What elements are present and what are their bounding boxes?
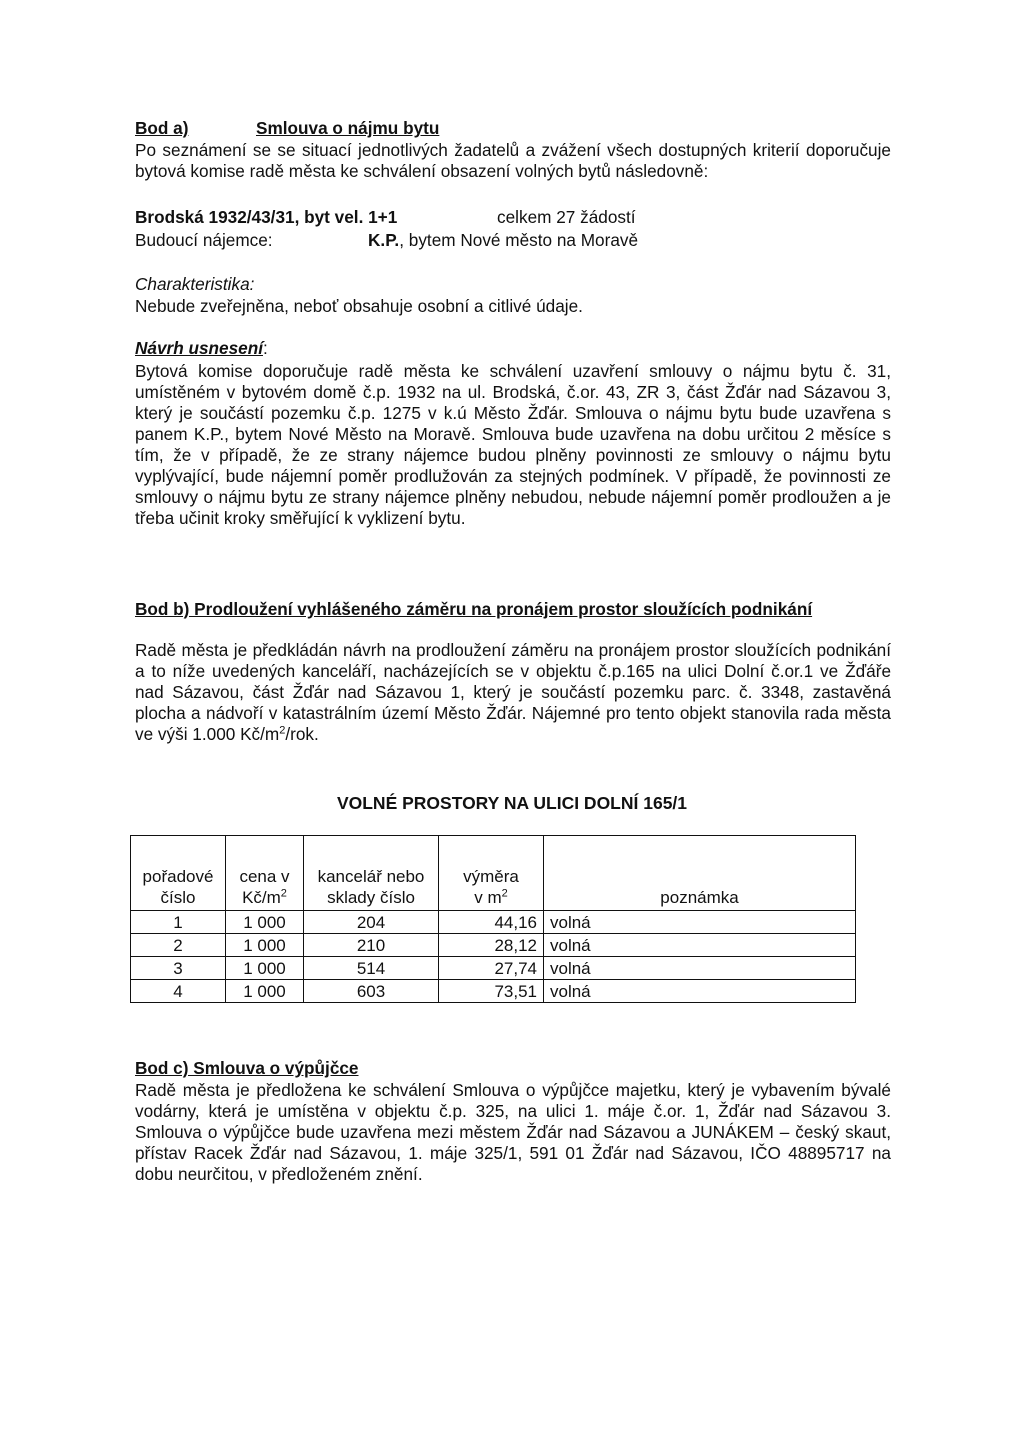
proposal-text: Bytová komise doporučuje radě města ke schválení uzavření smlouvy o nájmu bytu č. 31, umístěném v bytovém domě č.p. 1932 na ul. Brodská, č.or. 43, ZR 3, část Žďár nad Sázavou 3, který je součástí pozemku č.p. 1275 v k.ú Město Žďár. Smlouva o nájmu bytu bude uzavřena s panem K.P., bytem Nové Město na Moravě. Smlouva bude uzavřena na dobu určitou 2 měsíce s tím, že v případě, že ze strany nájemce budou plněny povinnosti ze smlouvy o nájmu bytu vyplývající, bude nájemní poměr prodlužován za stejných podmínek. V případě, že povinnosti ze smlouvy o nájmu bytu ze strany nájemce plněny nebudou, nebude nájemní poměr prodloužen a je třeba učinit kroky směřující k vyklizení bytu. bbox=[135, 361, 891, 528]
cell-number: 2 bbox=[131, 934, 226, 957]
table-title: VOLNÉ PROSTORY NA ULICI DOLNÍ 165/1 bbox=[336, 793, 688, 813]
characteristics-label: Charakteristika: bbox=[135, 274, 255, 294]
cell-office: 204 bbox=[304, 911, 439, 934]
cell-note: volná bbox=[544, 934, 856, 957]
proposal-colon: : bbox=[263, 338, 268, 358]
cell-office: 210 bbox=[304, 934, 439, 957]
table-row bbox=[131, 957, 856, 980]
table-row bbox=[131, 980, 856, 1003]
cell-area: 28,12 bbox=[439, 934, 544, 957]
tenant-residence: , bytem Nové město na Moravě bbox=[399, 230, 639, 250]
characteristics-text: Nebude zveřejněna, neboť obsahuje osobní a citlivé údaje. bbox=[135, 296, 583, 316]
cell-note: volná bbox=[544, 980, 856, 1003]
cell-area: 27,74 bbox=[439, 957, 544, 980]
cell-office: 514 bbox=[304, 957, 439, 980]
proposal-heading bbox=[135, 338, 268, 359]
cell-number: 1 bbox=[131, 911, 226, 934]
section-c-text: Radě města je předložena ke schválení Smlouva o výpůjčce majetku, který je vybavením bývalé vodárny, která je umístěna v objektu č.p. 325, na ulici 1. máje č.or. 1, Žďár nad Sázavou 3. Smlouva o výpůjčce bude uzavřena mezi městem Žďár nad Sázavou a JUNÁKEM – český skaut, přístav Racek Žďár nad Sázavou, 1. máje 325/1, 591 01 Žďár nad Sázavou, IČO 48895717 na dobu neurčitou, v předloženém znění. bbox=[135, 1080, 891, 1184]
cell-number: 3 bbox=[131, 957, 226, 980]
header-order-number: pořadové číslo bbox=[131, 836, 226, 911]
section-b-text bbox=[135, 640, 891, 745]
section-c-heading: Bod c) Smlouva o výpůjčce bbox=[135, 1058, 359, 1078]
cell-area: 44,16 bbox=[439, 911, 544, 934]
spaces-table bbox=[130, 835, 856, 1003]
cell-note: volná bbox=[544, 911, 856, 934]
tenant-label: Budoucí nájemce: bbox=[135, 230, 273, 250]
section-a-intro: Po seznámení se se situací jednotlivých žadatelů a zvážení všech dostupných kriterií doporučuje bytová komise radě města ke schválení obsazení volných bytů následovně: bbox=[135, 140, 891, 181]
proposal-label: Návrh usnesení bbox=[135, 338, 263, 358]
tenant-initials: K.P. bbox=[368, 230, 400, 250]
cell-price: 1 000 bbox=[226, 980, 304, 1003]
section-a-heading-prefix: Bod a) bbox=[135, 118, 189, 138]
section-b-body: Radě města je předkládán návrh na prodloužení záměru na pronájem prostor sloužících podnikání a to níže uvedených kanceláří, nacházejících se v objektu č.p.165 na ulici Dolní č.or.1 ve Žďáře nad Sázavou, část Žďár nad Sázavou 1, který je součástí pozemku parc. č. 3348, zastavěná plocha a nádvoří v katastrálním území Město Žďár. Nájemné pro tento objekt stanovila rada města ve výši 1.000 Kč/m bbox=[135, 640, 891, 744]
cell-area: 73,51 bbox=[439, 980, 544, 1003]
header-office: kancelář nebo sklady číslo bbox=[304, 836, 439, 911]
cell-number: 4 bbox=[131, 980, 226, 1003]
section-a-heading-title: Smlouva o nájmu bytu bbox=[256, 118, 440, 138]
cell-price: 1 000 bbox=[226, 957, 304, 980]
section-b-end: /rok. bbox=[285, 724, 319, 744]
table-header-row bbox=[131, 836, 856, 911]
header-note: poznámka bbox=[544, 836, 856, 911]
header-price: cena v $Kč/m^2$ bbox=[226, 836, 304, 911]
cell-price: 1 000 bbox=[226, 911, 304, 934]
cell-price: 1 000 bbox=[226, 934, 304, 957]
cell-office: 603 bbox=[304, 980, 439, 1003]
tenant-info bbox=[368, 230, 638, 251]
table-row bbox=[131, 911, 856, 934]
flat-label: Brodská 1932/43/31, byt vel. 1+1 bbox=[135, 207, 398, 227]
cell-note: volná bbox=[544, 957, 856, 980]
section-b-sup: 2 bbox=[279, 724, 286, 737]
section-b-heading: Bod b) Prodloužení vyhlášeného záměru na pronájem prostor sloužících podnikání bbox=[135, 599, 813, 619]
table-row bbox=[131, 934, 856, 957]
header-area: výměra v $m^2$ bbox=[439, 836, 544, 911]
request-count: celkem 27 žádostí bbox=[497, 207, 636, 227]
